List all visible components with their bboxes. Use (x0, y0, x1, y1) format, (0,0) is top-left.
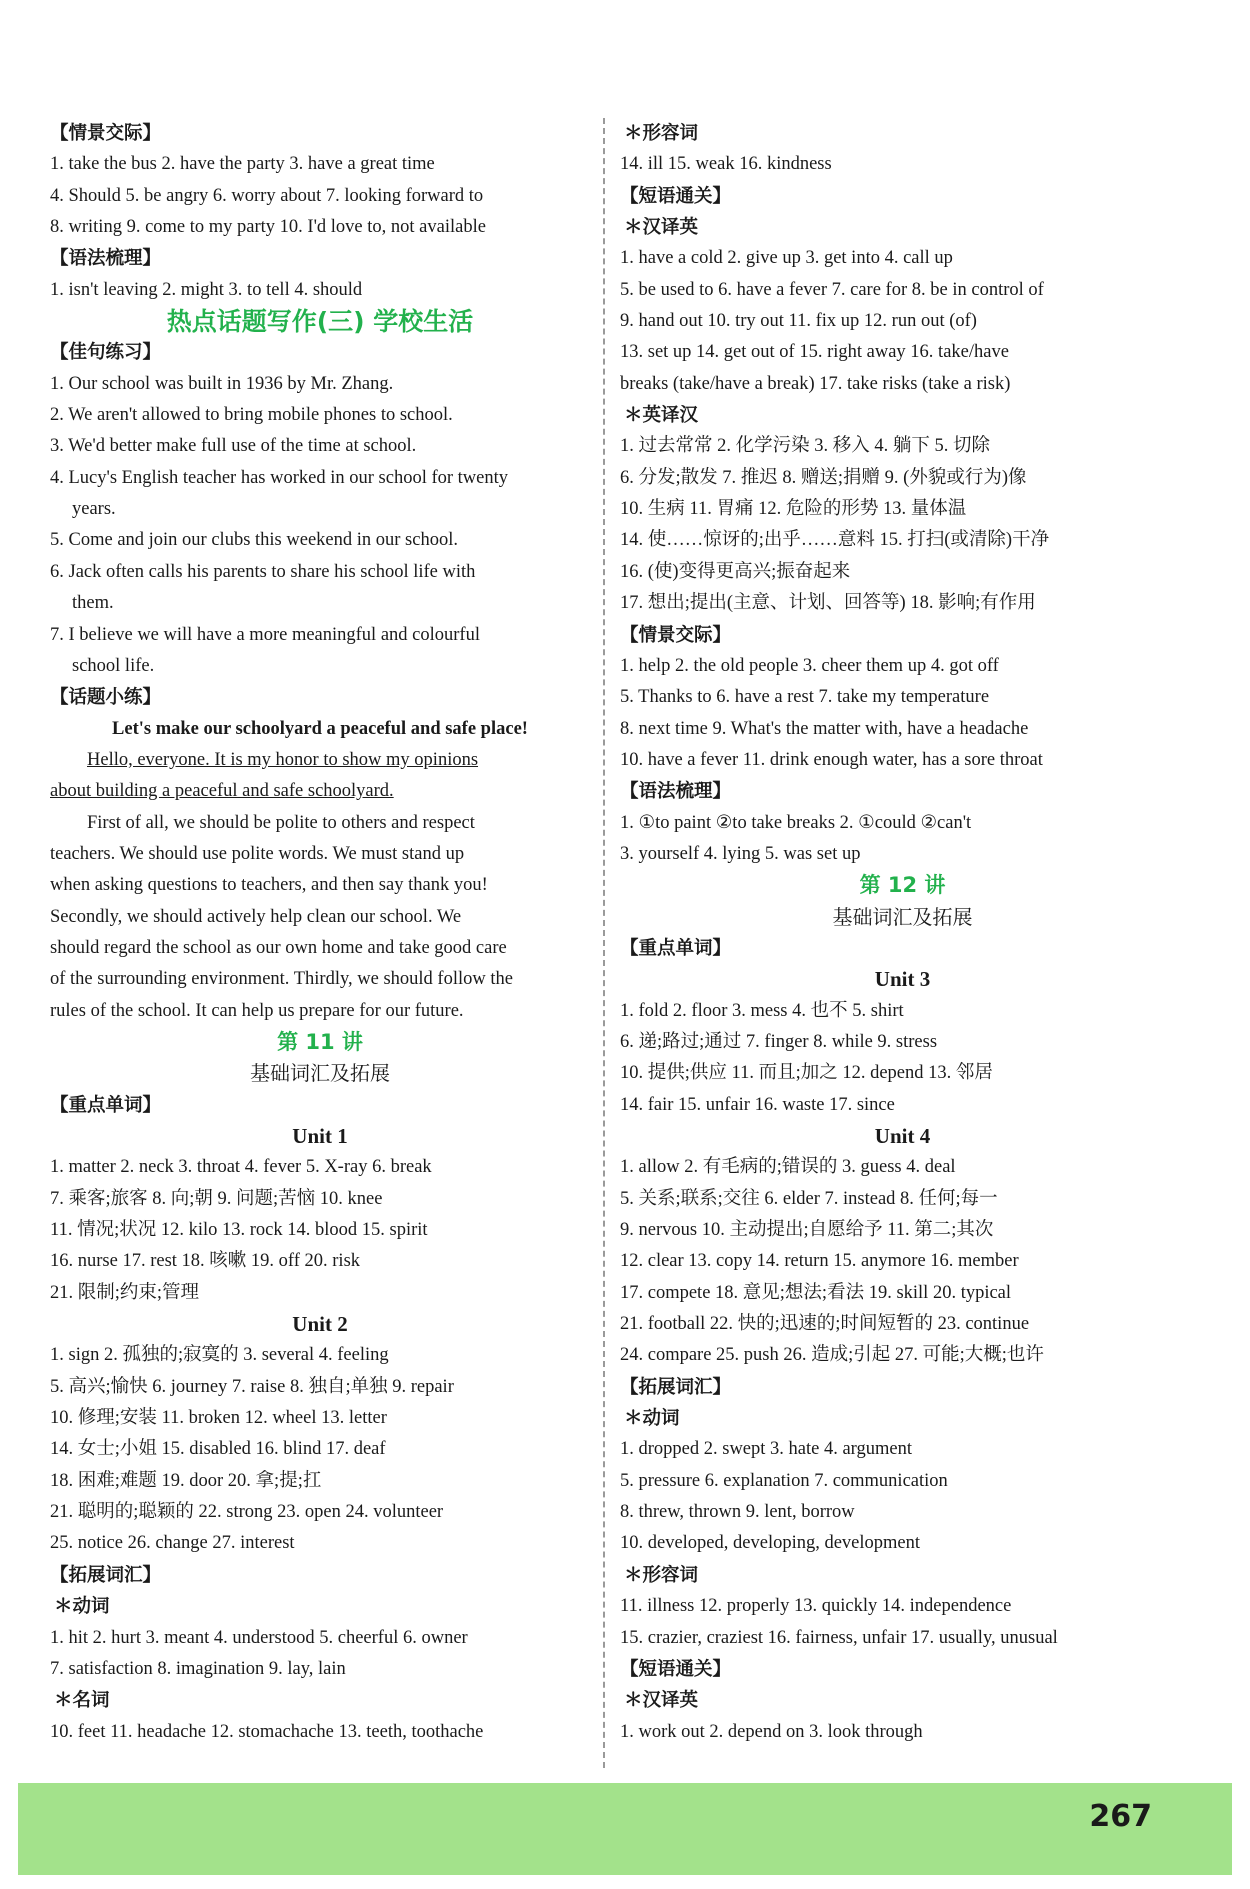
right-line: breaks (take/have a break) 17. take risks (take a risk) (620, 373, 1011, 394)
left-line: 6. Jack often calls his parents to share his school life with (50, 561, 476, 582)
right-line: Unit 3 (874, 967, 931, 992)
left-line: 【拓展词汇】 (50, 1564, 162, 1586)
right-line: 15. crazier, craziest 16. fairness, unfair 17. usually, unusual (620, 1627, 1058, 1648)
left-line: First of all, we should be polite to others and respect (87, 812, 475, 833)
right-line: 【语法梳理】 (620, 781, 732, 803)
right-line: 3. yourself 4. lying 5. was set up (620, 843, 861, 864)
right-line: 1. fold 2. floor 3. mess 4. 也不 5. shirt (620, 1000, 904, 1021)
left-line: 11. 情况;状况 12. kilo 13. rock 14. blood 15. spirit (50, 1220, 428, 1241)
right-line: 1. allow 2. 有毛病的;错误的 3. guess 4. deal (620, 1157, 956, 1178)
left-line: Hello, everyone. It is my honor to show my opinions (87, 749, 479, 770)
right-line: 17. 想出;提出(主意、计划、回答等) 18. 影响;有作用 (620, 593, 1036, 614)
right-line: 11. illness 12. properly 13. quickly 14. independence (620, 1596, 1012, 1617)
right-line: 10. developed, developing, development (620, 1533, 921, 1554)
right-line: 基础词汇及拓展 (832, 904, 973, 929)
right-line: 9. nervous 10. 主动提出;自愿给予 11. 第二;其次 (620, 1220, 994, 1241)
right-line: 10. 生病 11. 胃痛 12. 危险的形势 13. 量体温 (620, 499, 967, 520)
right-line: 13. set up 14. get out of 15. right away 16. take/have (620, 342, 1009, 363)
left-line: 【重点单词】 (50, 1094, 162, 1116)
left-line: 基础词汇及拓展 (250, 1061, 390, 1086)
left-line: 21. 限制;约束;管理 (50, 1282, 200, 1303)
left-line: ＊动词 (54, 1596, 110, 1618)
right-line: 1. help 2. the old people 3. cheer them up 4. got off (620, 655, 999, 676)
left-line: school life. (72, 655, 155, 676)
right-line: ＊汉译英 (624, 217, 699, 239)
right-line: 24. compare 25. push 26. 造成;引起 27. 可能;大概;也许 (620, 1345, 1044, 1366)
left-line: teachers. We should use polite words. We must stand up (50, 843, 465, 864)
left-line: them. (72, 593, 114, 614)
left-line: 热点话题写作(三) 学校生活 (166, 307, 474, 337)
right-line: 1. dropped 2. swept 3. hate 4. argument (620, 1439, 912, 1460)
right-line: 14. fair 15. unfair 16. waste 17. since (620, 1094, 895, 1115)
right-line: 5. pressure 6. explanation 7. communication (620, 1470, 948, 1491)
right-line: 【重点单词】 (620, 937, 732, 959)
left-line: 【语法梳理】 (50, 248, 162, 270)
left-line: 4. Should 5. be angry 6. worry about 7. looking forward to (50, 185, 484, 206)
left-line: Unit 1 (292, 1124, 348, 1148)
left-line: 21. 聪明的;聪颖的 22. strong 23. open 24. volunteer (50, 1502, 444, 1523)
left-line: Secondly, we should actively help clean our school. We (50, 906, 462, 927)
left-line: 1. hit 2. hurt 3. meant 4. understood 5. cheerful 6. owner (50, 1627, 468, 1648)
left-line: when asking questions to teachers, and then say thank you! (50, 875, 488, 896)
right-line: 1. work out 2. depend on 3. look through (620, 1721, 923, 1742)
left-line: 1. matter 2. neck 3. throat 4. fever 5. X-ray 6. break (50, 1157, 432, 1178)
right-line: 17. compete 18. 意见;想法;看法 19. skill 20. typical (620, 1282, 1012, 1303)
left-line: rules of the school. It can help us prepare for our future. (50, 1000, 464, 1021)
right-line: 9. hand out 10. try out 11. fix up 12. run out (of) (620, 311, 977, 332)
right-line: ＊英译汉 (624, 405, 699, 427)
right-line: 5. 关系;联系;交往 6. elder 7. instead 8. 任何;每一 (620, 1188, 998, 1209)
right-line: ＊汉译英 (624, 1690, 699, 1712)
left-line: 【佳句练习】 (50, 342, 162, 364)
left-line: 1. sign 2. 孤独的;寂寞的 3. several 4. feeling (50, 1345, 389, 1366)
right-line: 6. 递;路过;通过 7. finger 8. while 9. stress (620, 1031, 938, 1052)
right-line: 5. Thanks to 6. have a rest 7. take my temperature (620, 687, 990, 708)
right-line: 12. clear 13. copy 14. return 15. anymore 16. member (620, 1251, 1019, 1272)
left-line: 10. 修理;安装 11. broken 12. wheel 13. letter (50, 1408, 387, 1429)
left-line: Let's make our schoolyard a peaceful and safe place! (112, 718, 528, 739)
column-divider (603, 118, 605, 1768)
left-line: 7. 乘客;旅客 8. 向;朝 9. 问题;苦恼 10. knee (50, 1188, 383, 1209)
right-line: 【短语通关】 (620, 185, 732, 207)
left-line: 7. satisfaction 8. imagination 9. lay, lain (50, 1658, 346, 1679)
page-number: 267 (1089, 1799, 1152, 1834)
left-line: 1. isn't leaving 2. might 3. to tell 4. should (50, 279, 363, 300)
right-line: 21. football 22. 快的;迅速的;时间短暂的 23. continue (620, 1314, 1030, 1335)
right-line: ＊动词 (624, 1408, 680, 1430)
left-line: 1. take the bus 2. have the party 3. have a great time (50, 154, 435, 175)
right-line: 14. 使……惊讶的;出乎……意料 15. 打扫(或清除)干净 (620, 530, 1050, 551)
left-line: 14. 女士;小姐 15. disabled 16. blind 17. deaf (50, 1439, 386, 1460)
right-line: 8. threw, thrown 9. lent, borrow (620, 1502, 855, 1523)
left-line: about building a peaceful and safe schoolyard. (50, 781, 394, 802)
right-line: 10. have a fever 11. drink enough water, has a sore throat (620, 749, 1043, 770)
right-line: 第 12 讲 (859, 873, 946, 898)
left-line: 【情景交际】 (50, 123, 162, 144)
right-line: 1. have a cold 2. give up 3. get into 4. call up (620, 248, 953, 269)
right-line: 16. (使)变得更高兴;振奋起来 (620, 561, 851, 582)
left-line: 10. feet 11. headache 12. stomachache 13. teeth, toothache (50, 1721, 484, 1742)
page-footer-band (18, 1783, 1232, 1875)
right-line: 【短语通关】 (620, 1658, 732, 1680)
left-line: 16. nurse 17. rest 18. 咳嗽 19. off 20. risk (50, 1251, 361, 1272)
left-line: 3. We'd better make full use of the time at school. (50, 436, 417, 457)
left-line: 7. I believe we will have a more meaningful and colourful (50, 624, 480, 645)
right-line: Unit 4 (874, 1124, 931, 1148)
right-line: 8. next time 9. What's the matter with, have a headache (620, 718, 1029, 739)
right-line: 10. 提供;供应 11. 而且;加之 12. depend 13. 邻居 (620, 1063, 993, 1084)
right-line: ＊形容词 (624, 123, 699, 144)
left-line: years. (72, 499, 116, 520)
left-line: 第 11 讲 (277, 1029, 363, 1054)
left-column (50, 118, 590, 1748)
left-line: 8. writing 9. come to my party 10. I'd love to, not available (50, 217, 486, 238)
left-line: 18. 困难;难题 19. door 20. 拿;提;扛 (50, 1470, 322, 1491)
left-line: 5. Come and join our clubs this weekend in our school. (50, 530, 458, 551)
left-line: 25. notice 26. change 27. interest (50, 1533, 295, 1554)
right-column (620, 118, 1185, 1748)
left-line: Unit 2 (292, 1312, 348, 1337)
right-line: 【情景交际】 (620, 624, 732, 646)
right-line: 1. 过去常常 2. 化学污染 3. 移入 4. 躺下 5. 切除 (620, 436, 991, 457)
right-line: 14. ill 15. weak 16. kindness (620, 154, 832, 175)
left-line: of the surrounding environment. Thirdly, we should follow the (50, 969, 513, 990)
right-line: ＊形容词 (624, 1564, 699, 1586)
left-line: 5. 高兴;愉快 6. journey 7. raise 8. 独自;单独 9. repair (50, 1376, 454, 1397)
left-line: 4. Lucy's English teacher has worked in our school for twenty (50, 467, 509, 488)
left-line: 2. We aren't allowed to bring mobile phones to school. (50, 405, 453, 426)
right-line: 【拓展词汇】 (620, 1376, 732, 1398)
left-line: ＊名词 (54, 1690, 110, 1712)
right-line: 6. 分发;散发 7. 推迟 8. 赠送;捐赠 9. (外貌或行为)像 (620, 467, 1027, 488)
left-line: 【话题小练】 (50, 687, 162, 709)
right-line: 1. ①to paint ②to take breaks 2. ①could ②can't (620, 812, 972, 833)
left-line: should regard the school as our own home and take good care (50, 937, 507, 958)
right-line: 5. be used to 6. have a fever 7. care for 8. be in control of (620, 279, 1044, 300)
left-line: 1. Our school was built in 1936 by Mr. Zhang. (50, 373, 394, 394)
